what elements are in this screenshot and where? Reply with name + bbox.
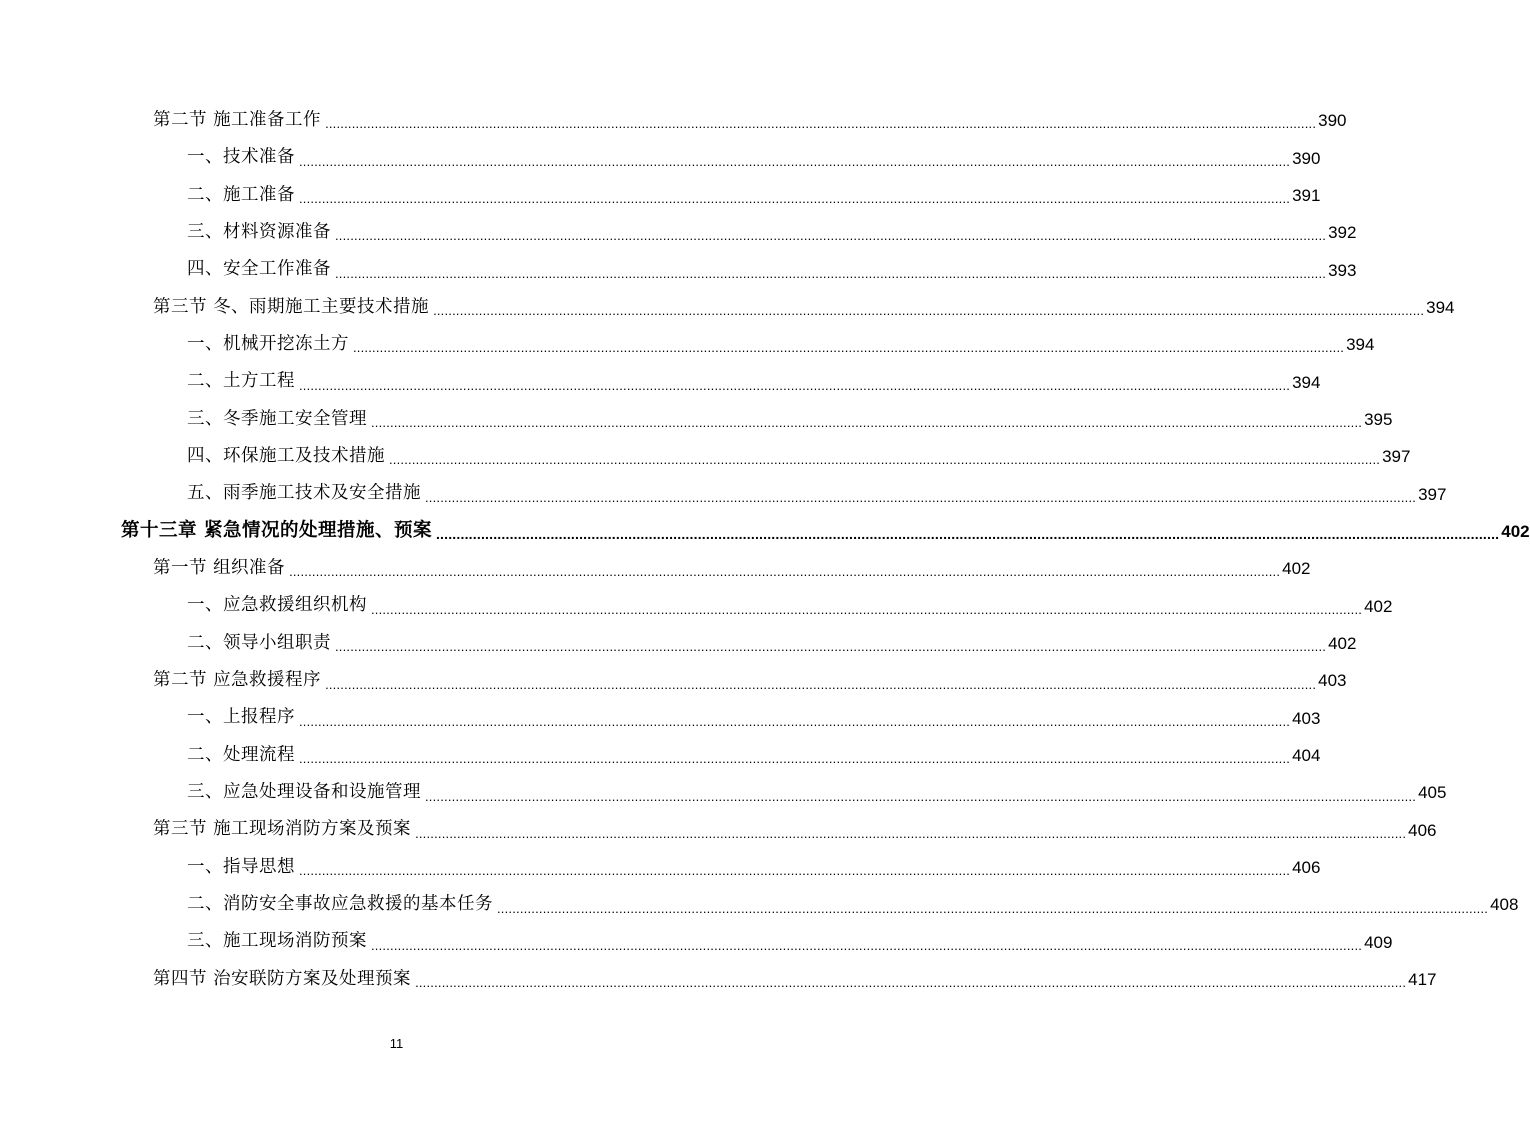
toc-entry-item[interactable] xyxy=(0,251,1357,288)
toc-entry-page: 409 xyxy=(1364,932,1393,952)
toc-entry-page: 397 xyxy=(1382,447,1411,467)
page-number: 11 xyxy=(389,1036,404,1051)
toc-entry-page: 397 xyxy=(1418,484,1447,504)
toc-entry-title: 一、技术准备 xyxy=(187,147,295,168)
toc-dot-leader: .................................................................................................................................................................................................................................................................... xyxy=(299,751,1291,767)
toc-entry-title: 第二节 施工准备工作 xyxy=(153,109,322,130)
toc-entry-page: 404 xyxy=(1292,746,1321,766)
toc-entry-section[interactable] xyxy=(0,662,1347,699)
toc-entry-title: 三、材料资源准备 xyxy=(187,221,331,242)
toc-entry-page: 403 xyxy=(1292,708,1321,728)
toc-entry-item[interactable] xyxy=(0,438,1411,475)
toc-entry-title: 一、机械开挖冻土方 xyxy=(187,333,349,354)
toc-entry-item[interactable] xyxy=(0,475,1447,512)
toc-entry-item[interactable] xyxy=(0,214,1357,251)
toc-entry-title: 一、上报程序 xyxy=(187,707,295,728)
toc-entry-page: 402 xyxy=(1282,559,1311,579)
toc-entry-section[interactable] xyxy=(0,961,1437,998)
toc-entry-page: 392 xyxy=(1328,223,1357,243)
toc-dot-leader: .................................................................................................................................................................................................................................................................... xyxy=(497,900,1489,916)
toc-entry-title: 二、土方工程 xyxy=(187,371,295,392)
toc-entry-title: 二、领导小组职责 xyxy=(187,632,331,653)
toc-entry-title: 二、处理流程 xyxy=(187,744,295,765)
toc-entry-title: 一、指导思想 xyxy=(187,856,295,877)
toc-entry-title: 第二节 应急救援程序 xyxy=(153,670,322,691)
toc-entry-page: 395 xyxy=(1364,409,1393,429)
toc-entry-item[interactable] xyxy=(0,774,1447,811)
toc-entry-title: 四、环保施工及技术措施 xyxy=(187,446,385,467)
toc-entry-page: 390 xyxy=(1292,148,1321,168)
toc-entry-page: 394 xyxy=(1426,297,1455,317)
toc-entry-page: 394 xyxy=(1292,372,1321,392)
toc-dot-leader: .................................................................................................................................................................................................................................................................... xyxy=(299,377,1291,393)
toc-dot-leader: .................................................................................................................................................................................................................................................................... xyxy=(353,340,1345,356)
toc-entry-section[interactable] xyxy=(0,550,1311,587)
toc-dot-leader: .................................................................................................................................................................................................................................................................... xyxy=(335,228,1327,244)
toc-entry-title: 第四节 治安联防方案及处理预案 xyxy=(153,968,412,989)
toc-dot-leader: .................................................................................................................................................................................................................................................................... xyxy=(415,825,1407,841)
toc-entry-page: 391 xyxy=(1292,185,1321,205)
toc-entry-page: 417 xyxy=(1408,970,1437,990)
toc-dot-leader: .................................................................................................................................................................................................................................................................... xyxy=(389,452,1381,468)
toc-entry-title: 四、安全工作准备 xyxy=(187,259,331,280)
toc-entry-section[interactable] xyxy=(0,289,1455,326)
toc-entry-page: 402 xyxy=(1501,521,1530,541)
toc-dot-leader: .................................................................................................................................................................................................................................................................... xyxy=(335,265,1327,281)
toc-entry-section[interactable] xyxy=(0,812,1437,849)
toc-dot-leader: .................................................................................................................................................................................................................................................................... xyxy=(371,601,1363,617)
toc-entry-item[interactable] xyxy=(0,326,1375,363)
toc-entry-item[interactable] xyxy=(0,886,1519,923)
toc-entry-item[interactable] xyxy=(0,849,1321,886)
toc-entry-item[interactable] xyxy=(0,625,1357,662)
toc-dot-leader: .................................................................................................................................................................................................................................................................... xyxy=(325,676,1317,692)
toc-entry-item[interactable] xyxy=(0,587,1393,624)
toc-entry-item[interactable] xyxy=(0,177,1321,214)
toc-entry-item[interactable] xyxy=(0,139,1321,176)
toc-dot-leader: .................................................................................................................................................................................................................................................................... xyxy=(371,415,1363,431)
toc-entry-title: 二、消防安全事故应急救援的基本任务 xyxy=(187,894,493,915)
toc-entry-page: 403 xyxy=(1318,671,1347,691)
toc-entry-title: 三、施工现场消防预案 xyxy=(187,931,367,952)
toc-entry-title: 第三节 施工现场消防方案及预案 xyxy=(153,819,412,840)
toc-entry-page: 406 xyxy=(1292,858,1321,878)
toc-dot-leader: .................................................................................................................................................................................................................................................................... xyxy=(289,564,1281,580)
toc-entry-item[interactable] xyxy=(0,924,1393,961)
toc-entry-page: 393 xyxy=(1328,260,1357,280)
toc-entry-page: 402 xyxy=(1364,596,1393,616)
toc-entry-title: 二、施工准备 xyxy=(187,184,295,205)
toc-entry-item[interactable] xyxy=(0,737,1321,774)
toc-entry-page: 402 xyxy=(1328,633,1357,653)
toc-entry-title: 第十三章 紧急情况的处理措施、预案 xyxy=(121,520,432,542)
toc-entry-title: 第一节 组织准备 xyxy=(153,558,286,579)
toc-entry-item[interactable] xyxy=(0,401,1393,438)
toc-entry-page: 405 xyxy=(1418,783,1447,803)
toc-entry-title: 第三节 冬、雨期施工主要技术措施 xyxy=(153,296,430,317)
toc-entry-chapter[interactable] xyxy=(0,513,1530,550)
toc-dot-leader: .................................................................................................................................................................................................................................................................... xyxy=(299,863,1291,879)
toc-dot-leader: .................................................................................................................................................................................................................................................................... xyxy=(435,526,1500,543)
toc-dot-leader: .................................................................................................................................................................................................................................................................... xyxy=(325,116,1317,132)
toc-dot-leader: .................................................................................................................................................................................................................................................................... xyxy=(433,303,1425,319)
toc-dot-leader: .................................................................................................................................................................................................................................................................... xyxy=(335,639,1327,655)
toc-entry-section[interactable] xyxy=(0,102,1347,139)
toc-dot-leader: .................................................................................................................................................................................................................................................................... xyxy=(425,489,1417,505)
toc-entry-title: 五、雨季施工技术及安全措施 xyxy=(187,483,421,504)
toc-entry-title: 三、应急处理设备和设施管理 xyxy=(187,782,421,803)
table-of-contents xyxy=(0,102,1530,998)
toc-dot-leader: .................................................................................................................................................................................................................................................................... xyxy=(299,713,1291,729)
toc-entry-title: 一、应急救援组织机构 xyxy=(187,595,367,616)
toc-entry-page: 390 xyxy=(1318,111,1347,131)
toc-dot-leader: .................................................................................................................................................................................................................................................................... xyxy=(425,788,1417,804)
toc-entry-item[interactable] xyxy=(0,363,1321,400)
toc-entry-title: 三、冬季施工安全管理 xyxy=(187,408,367,429)
toc-dot-leader: .................................................................................................................................................................................................................................................................... xyxy=(299,191,1291,207)
toc-dot-leader: .................................................................................................................................................................................................................................................................... xyxy=(371,937,1363,953)
toc-entry-page: 406 xyxy=(1408,820,1437,840)
toc-entry-page: 394 xyxy=(1346,335,1375,355)
toc-entry-item[interactable] xyxy=(0,700,1321,737)
toc-entry-page: 408 xyxy=(1490,895,1519,915)
toc-dot-leader: .................................................................................................................................................................................................................................................................... xyxy=(415,975,1407,991)
toc-dot-leader: .................................................................................................................................................................................................................................................................... xyxy=(299,153,1291,169)
